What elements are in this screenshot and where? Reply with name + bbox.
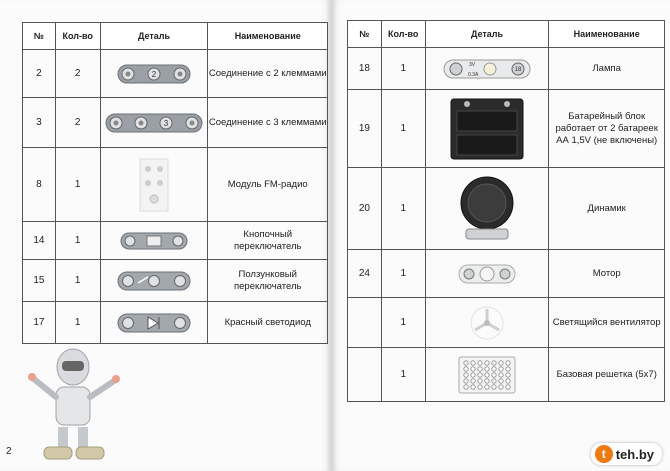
grid-hole	[485, 384, 489, 388]
fan-blade-icon	[469, 305, 505, 341]
table-row	[348, 168, 665, 250]
row-name: Батарейный блок работает от 2 батареек АА 1,5V (не включены)	[549, 90, 665, 168]
header-num: №	[348, 21, 382, 48]
grid-hole	[464, 378, 468, 382]
robot-illustration-icon	[18, 335, 128, 465]
base-grid-icon	[458, 356, 516, 394]
table-row	[348, 298, 665, 348]
row-num: 20	[348, 168, 382, 250]
table-row	[23, 260, 328, 302]
row-name: Динамик	[549, 168, 665, 250]
row-name: Светящийся вентилятор	[549, 298, 665, 348]
row-qty: 2	[55, 50, 100, 98]
grid-hole	[499, 372, 503, 376]
motor-icon	[457, 260, 517, 288]
grid-hole	[499, 384, 503, 388]
row-part	[100, 260, 208, 302]
row-num: 18	[348, 48, 382, 90]
grid-hole	[485, 378, 489, 382]
fm-radio-module-icon	[134, 155, 174, 215]
row-name: Базовая решетка (5x7)	[549, 348, 665, 402]
row-qty: 1	[55, 148, 100, 222]
grid-hole	[464, 372, 468, 376]
row-part	[100, 98, 208, 148]
header-part: Деталь	[100, 23, 208, 50]
row-num: 15	[23, 260, 56, 302]
row-qty: 1	[381, 250, 425, 298]
grid-hole	[471, 366, 475, 370]
snap-wire-3-icon	[104, 111, 204, 135]
row-name: Кнопочный переключатель	[208, 222, 328, 260]
watermark-text: teh.by	[615, 446, 654, 462]
row-num: 3	[23, 98, 56, 148]
table-header	[348, 21, 665, 48]
svg-text:2: 2	[151, 69, 157, 79]
header-qty: Кол-во	[381, 21, 425, 48]
svg-text:3: 3	[163, 118, 169, 128]
grid-hole	[478, 384, 482, 388]
table-row	[23, 222, 328, 260]
row-part	[425, 90, 549, 168]
row-part	[425, 168, 549, 250]
header-name: Наименование	[549, 21, 665, 48]
battery-holder-icon	[447, 95, 527, 163]
grid-hole	[478, 366, 482, 370]
grid-hole	[485, 372, 489, 376]
grid-hole	[471, 360, 475, 364]
row-name: Соединение с 3 клеммами	[208, 98, 328, 148]
lamp-number: 18	[514, 66, 522, 73]
speaker-icon	[452, 173, 522, 245]
grid-hole	[478, 360, 482, 364]
grid-hole	[506, 384, 510, 388]
row-name: Модуль FM-радио	[208, 148, 328, 222]
row-num: 17	[23, 302, 56, 344]
row-qty: 1	[381, 90, 425, 168]
grid-hole	[485, 360, 489, 364]
lamp-current: 0.3A	[468, 71, 479, 78]
row-num: 19	[348, 90, 382, 168]
snap-wire-2-icon	[116, 62, 192, 86]
grid-hole	[499, 366, 503, 370]
header-qty: Кол-во	[55, 23, 100, 50]
row-qty: 1	[55, 260, 100, 302]
grid-hole	[464, 360, 468, 364]
header-name: Наименование	[208, 23, 328, 50]
parts-table-right	[347, 20, 665, 402]
table-row	[348, 348, 665, 402]
table-row	[348, 90, 665, 168]
grid-hole	[471, 378, 475, 382]
slide-switch-icon	[116, 269, 192, 293]
row-name: Мотор	[549, 250, 665, 298]
teh-by-logo-icon: t	[595, 445, 613, 463]
row-num: 2	[23, 50, 56, 98]
grid-hole	[464, 366, 468, 370]
grid-hole	[499, 360, 503, 364]
grid-hole	[492, 384, 496, 388]
row-part	[425, 250, 549, 298]
lamp-icon	[442, 56, 532, 82]
grid-hole	[492, 360, 496, 364]
right-page	[333, 0, 670, 471]
row-qty: 1	[55, 302, 100, 344]
row-qty: 1	[381, 348, 425, 402]
row-name: Лампа	[549, 48, 665, 90]
row-qty: 1	[381, 48, 425, 90]
row-part	[425, 48, 549, 90]
row-qty: 1	[55, 222, 100, 260]
header-part: Деталь	[425, 21, 549, 48]
row-part	[425, 348, 549, 402]
header-num: №	[23, 23, 56, 50]
row-qty: 2	[55, 98, 100, 148]
grid-hole	[492, 378, 496, 382]
grid-hole	[506, 366, 510, 370]
row-name: Ползунковый переключатель	[208, 260, 328, 302]
grid-hole	[506, 360, 510, 364]
row-num	[348, 348, 382, 402]
row-num	[348, 298, 382, 348]
grid-hole	[506, 378, 510, 382]
grid-hole	[492, 366, 496, 370]
press-switch-icon	[119, 230, 189, 252]
grid-hole	[478, 378, 482, 382]
table-row	[23, 50, 328, 98]
teh-by-watermark	[591, 443, 662, 465]
grid-hole	[499, 378, 503, 382]
row-qty: 1	[381, 298, 425, 348]
grid-hole	[506, 372, 510, 376]
row-part	[425, 298, 549, 348]
table-row	[23, 148, 328, 222]
row-part	[100, 148, 208, 222]
row-num: 14	[23, 222, 56, 260]
grid-hole	[471, 372, 475, 376]
table-row	[348, 250, 665, 298]
row-num: 24	[348, 250, 382, 298]
page-number: 2	[6, 446, 12, 457]
grid-hole	[492, 372, 496, 376]
table-row	[23, 98, 328, 148]
parts-table-left	[22, 22, 328, 344]
row-part	[100, 222, 208, 260]
red-led-icon	[116, 311, 192, 335]
row-name: Соединение с 2 клеммами	[208, 50, 328, 98]
grid-hole	[485, 366, 489, 370]
grid-hole	[478, 372, 482, 376]
row-name: Красный светодиод	[208, 302, 328, 344]
table-header	[23, 23, 328, 50]
grid-hole	[464, 384, 468, 388]
left-page	[0, 0, 330, 471]
row-num: 8	[23, 148, 56, 222]
table-row	[348, 48, 665, 90]
grid-hole	[471, 384, 475, 388]
row-part	[100, 50, 208, 98]
lamp-voltage: 3V	[469, 61, 476, 68]
row-qty: 1	[381, 168, 425, 250]
